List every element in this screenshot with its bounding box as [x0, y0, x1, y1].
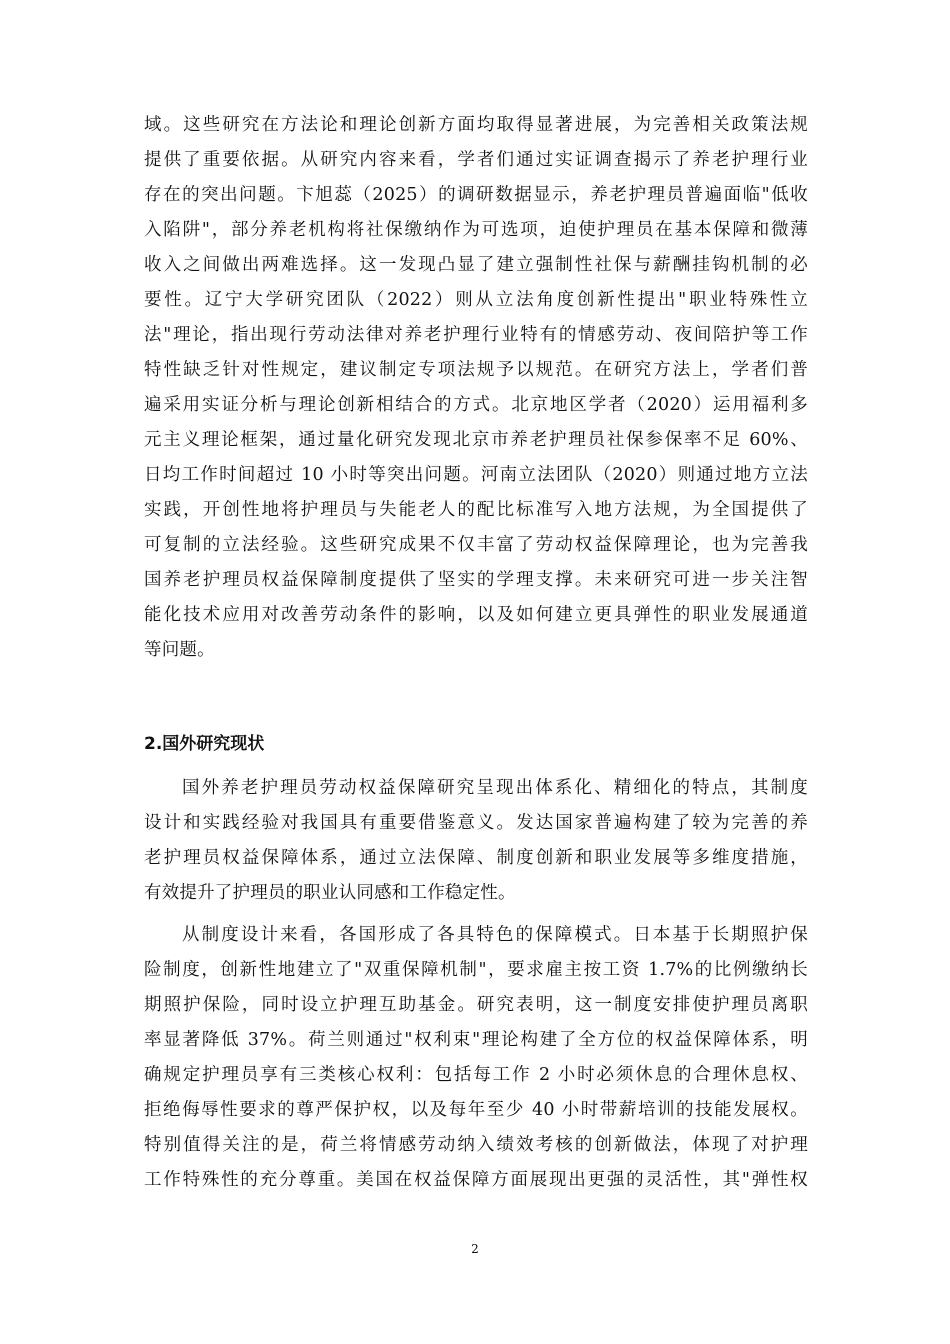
text-line: 设计和实践经验对我国具有重要借鉴意义。发达国家普遍构建了较为完善的养 — [144, 813, 808, 833]
text-line: 确规定护理员享有三类核心权利：包括每工作 2 小时必须休息的合理休息权、 — [144, 1065, 808, 1085]
text-line: 老护理员权益保障体系，通过立法保障、制度创新和职业发展等多维度措施， — [144, 848, 808, 868]
text-line: 工作特殊性的充分尊重。美国在权益保障方面展现出更强的灵活性，其"弹性权 — [144, 1170, 808, 1190]
paragraph-foreign-systems — [144, 918, 808, 1198]
text-line: 可复制的立法经验。这些研究成果不仅丰富了劳动权益保障理论，也为完善我 — [144, 535, 808, 555]
text-line: 收入之间做出两难选择。这一发现凸显了建立强制性社保与薪酬挂钩机制的必 — [144, 255, 808, 275]
text-line: 提供了重要依据。从研究内容来看，学者们通过实证调查揭示了养老护理行业 — [144, 150, 808, 170]
text-line: 实践，开创性地将护理员与失能老人的配比标准写入地方法规，为全国提供了 — [144, 500, 808, 520]
text-line: 期照护保险，同时设立护理互助基金。研究表明，这一制度安排使护理员离职 — [144, 995, 808, 1015]
text-line: 率显著降低 37%。荷兰则通过"权利束"理论构建了全方位的权益保障体系，明 — [144, 1030, 808, 1050]
text-line: 元主义理论框架，通过量化研究发现北京市养老护理员社保参保率不足 60%、 — [144, 430, 808, 450]
text-line: 要性。辽宁大学研究团队（2022）则从立法角度创新性提出"职业特殊性立 — [144, 290, 808, 310]
text-line: 入陷阱"，部分养老机构将社保缴纳作为可选项，迫使护理员在基本保障和微薄 — [144, 220, 808, 240]
text-line: 遍采用实证分析与理论创新相结合的方式。北京地区学者（2020）运用福利多 — [144, 395, 808, 415]
paragraph-domestic-research — [144, 108, 808, 668]
text-line: 域。这些研究在方法论和理论创新方面均取得显著进展，为完善相关政策法规 — [144, 115, 808, 135]
text-line: 法"理论，指出现行劳动法律对养老护理行业特有的情感劳动、夜间陪护等工作 — [144, 325, 808, 345]
paragraph-foreign-overview — [144, 771, 808, 911]
text-line: 有效提升了护理员的职业认同感和工作稳定性。 — [144, 883, 516, 903]
text-line: 拒绝侮辱性要求的尊严保护权，以及每年至少 40 小时带薪培训的技能发展权。 — [144, 1100, 808, 1120]
text-line: 从制度设计来看，各国形成了各具特色的保障模式。日本基于长期照护保 — [182, 925, 808, 945]
text-line: 能化技术应用对改善劳动条件的影响，以及如何建立更具弹性的职业发展通道 — [144, 605, 808, 625]
text-line: 特别值得关注的是，荷兰将情感劳动纳入绩效考核的创新做法，体现了对护理 — [144, 1135, 808, 1155]
page-number: 2 — [471, 1242, 479, 1256]
text-line: 国养老护理员权益保障制度提供了坚实的学理支撑。未来研究可进一步关注智 — [144, 570, 808, 590]
section-heading: 2.国外研究现状 — [144, 734, 265, 754]
text-line: 日均工作时间超过 10 小时等突出问题。河南立法团队（2020）则通过地方立法 — [144, 465, 808, 485]
text-line: 国外养老护理员劳动权益保障研究呈现出体系化、精细化的特点，其制度 — [182, 778, 808, 798]
text-line: 险制度，创新性地建立了"双重保障机制"，要求雇主按工资 1.7%的比例缴纳长 — [144, 960, 808, 980]
text-line: 存在的突出问题。卞旭蕊（2025）的调研数据显示，养老护理员普遍面临"低收 — [144, 185, 808, 205]
text-line: 等问题。 — [144, 640, 215, 660]
text-line: 特性缺乏针对性规定，建议制定专项法规予以规范。在研究方法上，学者们普 — [144, 360, 808, 380]
